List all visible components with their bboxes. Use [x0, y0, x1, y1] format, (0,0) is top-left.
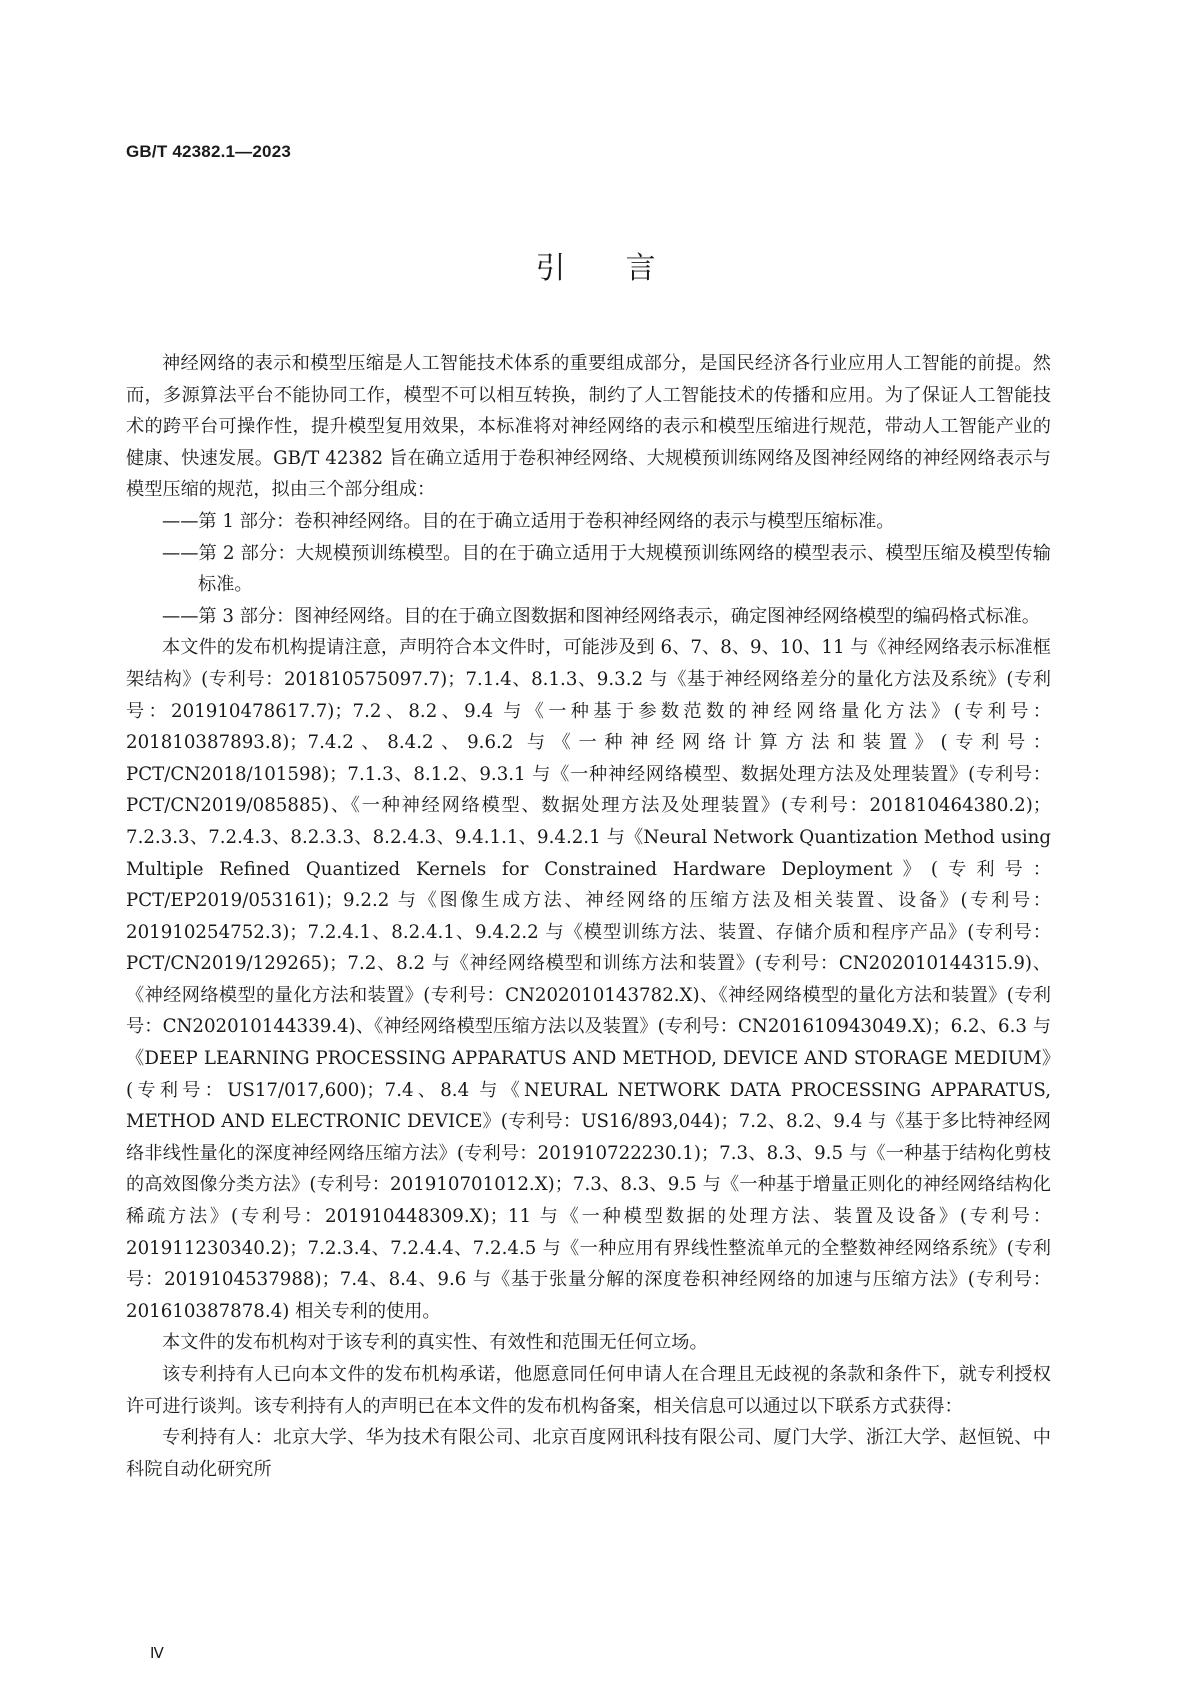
- paragraph-position: 本文件的发布机构对于该专利的真实性、有效性和范围无任何立场。: [162, 1332, 708, 1354]
- list-item-part-3: ——第 3 部分：图神经网络。目的在于确立图数据和图神经网络表示，确定图神经网络模型的编码格式标准。: [162, 605, 1040, 627]
- paragraph-commitment: 该专利持有人已向本文件的发布机构承诺，他愿意同任何申请人在合理且无歧视的条款和条件下，就专利授权许可进行谈判。该专利持有人的声明已在本文件的发布机构备案，相关信息可以通过以下联系方式获得：: [126, 1364, 1051, 1417]
- standard-code: GB/T 42382.1—2023: [126, 142, 291, 161]
- body-text: [126, 348, 1051, 1485]
- paragraph-patent-notice: 本文件的发布机构提请注意，声明符合本文件时，可能涉及到 6、7、8、9、10、11 与《神经网络表示标准框架结构》(专利号：201810575097.7)；7.1.4、8.1.3、9.3.2 与《基于神经网络差分的量化方法及系统》(专利号：201910478617.7)；7.2、8.2、9.4 与《一种基于参数范数的神经网络量化方法》(专利号：201810387893.8)；7.4.2、8.4.2、9.6.2 与《一种神经网络计算方法和装置》(专利号：PCT/CN2018/101598)；7.1.3、8.1.2、9.3.1 与《一种神经网络模型、数据处理方法及处理装置》(专利号：PCT/CN2019/085885)、《一种神经网络模型、数据处理方法及处理装置》(专利号：201810464380.2)；7.2.3.3、7.2.4.3、8.2.3.3、8.2.4.3、9.4.1.1、9.4.2.1 与《Neural Network Quantization Method using Multiple Refined Quantized Kernels for Constrained Hardware Deployment》(专利号：PCT/EP2019/053161)；9.2.2 与《图像生成方法、神经网络的压缩方法及相关装置、设备》(专利号：201910254752.3)；7.2.4.1、8.2.4.1、9.4.2.2 与《模型训练方法、装置、存储介质和程序产品》(专利号：PCT/CN2019/129265)；7.2、8.2 与《神经网络模型和训练方法和装置》(专利号：CN202010144315.9)、《神经网络模型的量化方法和装置》(专利号：CN202010143782.X)、《神经网络模型的量化方法和装置》(专利号：CN202010144339.4)、《神经网络模型压缩方法以及装置》(专利号：CN201610943049.X)；6.2、6.3 与《DEEP LEARNING PROCESSING APPARATUS AND METHOD, DEVICE AND STORAGE MEDIUM》(专利号：US17/017,600)；7.4、8.4 与《NEURAL NETWORK DATA PROCESSING APPARATUS, METHOD AND ELECTRONIC DEVICE》(专利号：US16/893,044)；7.2、8.2、9.4 与《基于多比特神经网络非线性量化的深度神经网络压缩方法》(专利号：201910722230.1)；7.3、8.3、9.5 与《一种基于结构化剪枝的高效图像分类方法》(专利号：201910701012.X)；7.3、8.3、9.5 与《一种基于增量正则化的神经网络结构化稀疏方法》(专利号：201910448309.X)；11 与《一种模型数据的处理方法、装置及设备》(专利号：201911230340.2)；7.2.3.4、7.2.4.4、7.2.4.5 与《一种应用有界线性整流单元的全整数神经网络系统》(专利号：2019104537988)；7.4、8.4、9.6 与《基于张量分解的深度卷积神经网络的加速与压缩方法》(专利号：201610387878.4) 相关专利的使用。: [126, 637, 1051, 1322]
- list-item-part-2: ——第 2 部分：大规模预训练模型。目的在于确立适用于大规模预训练网络的模型表示、模型压缩及模型传输标准。: [162, 542, 1051, 596]
- paragraph-intro: 神经网络的表示和模型压缩是人工智能技术体系的重要组成部分，是国民经济各行业应用人工智能的前提。然而，多源算法平台不能协同工作，模型不可以相互转换，制约了人工智能技术的传播和应用。为了保证人工智能技术的跨平台可操作性，提升模型复用效果，本标准将对神经网络的表示和模型压缩进行规范，带动人工智能产业的健康、快速发展。GB/T 42382 旨在确立适用于卷积神经网络、大规模预训练网络及图神经网络的神经网络表示与模型压缩的规范，拟由三个部分组成：: [126, 353, 1051, 501]
- list-item-part-1: ——第 1 部分：卷积神经网络。目的在于确立适用于卷积神经网络的表示与模型压缩标准。: [162, 510, 895, 532]
- section-title: 引言: [535, 251, 716, 286]
- page-number: Ⅳ: [150, 1646, 164, 1662]
- paragraph-patent-holders: 专利持有人：北京大学、华为技术有限公司、北京百度网讯科技有限公司、厦门大学、浙江大学、赵恒锐、中科院自动化研究所: [126, 1427, 1051, 1480]
